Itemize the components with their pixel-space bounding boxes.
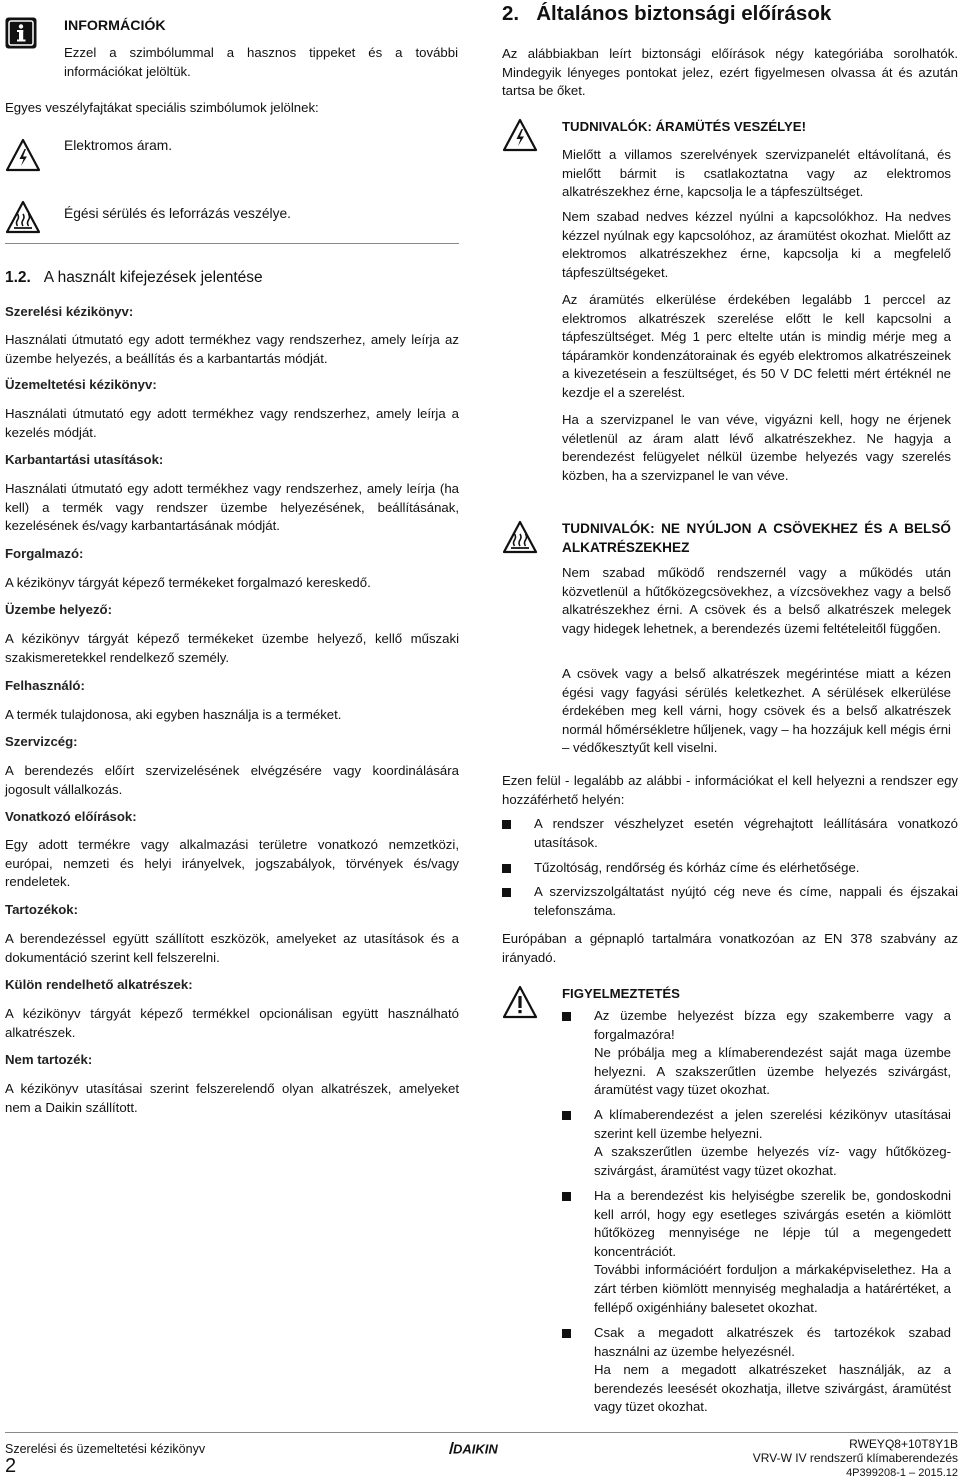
term-definition: A kézikönyv utasításai szerint felszerelendő olyan alkatrészek, amelyeket nem a Daikin szállított. [5, 1081, 459, 1115]
term-label: Szerelési kézikönyv: [5, 304, 134, 319]
list-item-text: Az üzembe helyezést bízza egy szakemberre vagy a forgalmazóra! [594, 1008, 951, 1042]
term-definition: A kézikönyv tárgyát képező termékkel opcionálisan együtt használható alkatrészek. [5, 1006, 459, 1040]
term-label: Forgalmazó: [5, 546, 84, 561]
list-item-body [594, 1106, 951, 1180]
page-number: 2 [5, 1455, 17, 1477]
list-item-subtext: Ne próbálja meg a klímaberendezést saját maga üzembe helyezni. A szakszerűtlen üzembe helyezés szivárgást, áramütést vagy tüzet okozhat. [594, 1045, 951, 1098]
footer-divider [5, 1432, 958, 1433]
list-item-body [594, 1007, 951, 1100]
bullet-marker [562, 1192, 571, 1201]
shock-paragraph: Ha a szervizpanel le van véve, vigyázni kell, hogy ne érjenek véletlenül az áram alatt lévő alkatrészekhez. Ne hagyja a berendezést felügyelet nélkül üzembe helyezés vagy szerelés közben, ha a szervizpanel le van véve. [562, 412, 951, 483]
pipes-title: TUDNIVALÓK: NE NYÚLJON A CSÖVEKHEZ ÉS A BELSŐ ALKATRÉSZEKHEZ [562, 521, 951, 555]
burn-label: Égési sérülés és leforrázás veszélye. [64, 206, 291, 221]
term-definition: A kézikönyv tárgyát képező termékeket forgalmazó kereskedő. [5, 575, 371, 590]
term-definition: A berendezéssel együtt szállított eszközök, amelyeket az utasítások és a dokumentáció szerint kell felszerelni. [5, 931, 459, 965]
info-title: INFORMÁCIÓK [64, 18, 166, 34]
europe-note: Európában a gépnapló tartalmára vonatkozóan az EN 378 szabvány az irányadó. [502, 931, 958, 965]
symbols-intro: Egyes veszélyfajtákat speciális szimbólumok jelölnek: [5, 100, 319, 115]
model-code: RWEYQ8+10T8Y1B [849, 1437, 958, 1451]
list-item-body [594, 1324, 951, 1417]
term-label: Üzembe helyező: [5, 602, 112, 617]
bullet-marker [502, 864, 511, 873]
list-item [502, 859, 958, 879]
bullet-marker [562, 1111, 571, 1120]
warning-title: FIGYELMEZTETÉS [562, 986, 680, 1001]
term-definition: A termék tulajdonosa, aki egyben használja is a terméket. [5, 707, 342, 722]
list-item-body [594, 1187, 951, 1317]
list-item-text: A klímaberendezést a jelen szerelési kézikönyv utasításai szerint kell üzembe helyezni. [594, 1107, 951, 1141]
list-item [562, 1187, 951, 1319]
shock-paragraph: Az áramütés elkerülése érdekében legalább 1 perccel az elektromos alkatrészek szerelése előtt le kell kapcsolni a tápfeszültséget. Még 1 perc eltelte után is mindig mérje meg a tápáramkör kondenzátorainak és egyéb elektromos alkatrészeinek a kivezetésein a feszültséget, és 50 V DC feletti mért értéknél ne kezdje el a szerelést. [562, 292, 951, 400]
term-label: Tartozékok: [5, 902, 79, 917]
pipes-paragraph: Nem szabad működő rendszernél vagy a működés után közvetlenül a hűtőközegcsövekhez, a vízcsövekhez vagy a belső alkatrészekhez érni. A csövek és a belső alkatrészek melegek vagy hidegek lehetnek, a berendezés üzemi feltételeitől függően. [562, 565, 951, 636]
electric-label: Elektromos áram. [64, 138, 173, 153]
daikin-logo-text: DAIKIN [453, 1441, 498, 1455]
section-2-intro: Az alábbiakban leírt biztonsági előírások négy kategóriába sorolhatók. Mindegyik lényeges pontokat jelez, ezért figyelmesen olvassa át és azután tartsa be őket. [502, 46, 958, 99]
shock-title: TUDNIVALÓK: ÁRAMÜTÉS VESZÉLYE! [562, 119, 806, 134]
list-item [502, 815, 958, 853]
section-title: Általános biztonsági előírások [536, 2, 832, 25]
term-label: Üzemeltetési kézikönyv: [5, 377, 157, 392]
list-item [502, 883, 958, 921]
list-item-subtext: Ha nem a megadott alkatrészeket használják, az a berendezés leesését okozhatja, illetve szivárgást, áramütést vagy tüzet okozhat. [594, 1362, 951, 1415]
list-item-text: A szervizszolgáltatást nyújtó cég neve és címe, nappali és éjszakai telefonszáma. [534, 884, 958, 918]
pipes-paragraph: A csövek vagy a belső alkatrészek megérintése miatt a kézen égési vagy fagyási sérülés keletkezhet. A sérülések elkerülése érdekében meg kell várni, hogy csövek és a belső alkatrészek normál hőmérsékletre hűljenek, vagy – ha hozzájuk kell mégis érni – védőkesztyűt kell viselni. [562, 666, 951, 756]
hot-surface-icon [5, 200, 41, 240]
term-definition: A kézikönyv tárgyát képező termékeket üzembe helyező, kellő műszaki szakismeretekkel rendelkező személy. [5, 631, 459, 665]
section-number: 1.2. [5, 269, 31, 286]
footer-meta [753, 1437, 958, 1480]
info-icon [5, 17, 37, 55]
daikin-logo [449, 1441, 517, 1461]
bullet-marker [502, 888, 511, 897]
section-number: 2. [502, 2, 520, 25]
info-text: Ezzel a szimbólummal a hasznos tippeket és a további információkat jelöltük. [64, 45, 458, 79]
term-label: Karbantartási utasítások: [5, 452, 164, 467]
list-item [562, 1324, 951, 1419]
term-definition: Használati útmutató egy adott termékhez vagy rendszerhez, amely leírja a kezelés módját. [5, 406, 459, 440]
list-item-text: Csak a megadott alkatrészek és tartozékok szabad használni az üzembe helyezésnél. [594, 1325, 951, 1359]
term-definition: Használati útmutató egy adott termékhez vagy rendszerhez, amely leírja az üzembe helyezés, a beállítás és a karbantartás módját. [5, 332, 459, 366]
divider [5, 243, 459, 244]
shock-paragraph: Nem szabad nedves kézzel nyúlni a kapcsolókhoz. Ha nedves kézzel nyúlnak egy kapcsolóhoz, az áramütést okozhat. Mielőtt az elektromos alkatrészekhez érne, kapcsolja ki a megfelelő tápfeszültségeket. [562, 209, 951, 280]
list-item [562, 1007, 951, 1102]
list-item-text: Tűzoltóság, rendőrség és kórház címe és elérhetősége. [534, 860, 860, 875]
electric-hazard-icon [5, 138, 41, 178]
list-item-text: A rendszer vészhelyzet esetén végrehajtott leállítására vonatkozó utasítások. [534, 816, 958, 850]
term-label: Szervizcég: [5, 734, 78, 749]
bullet-marker [502, 820, 511, 829]
shock-paragraph: Mielőtt a villamos szerelvények szervizpanelét eltávolítaná, és mielőtt bármit is csatlakoztatna vagy az elektromos alkatrészekhez érne, kapcsolja le a tápfeszültséget. [562, 147, 951, 200]
product-name: VRV-W IV rendszerű klímaberendezés [752, 1451, 958, 1466]
section-2-heading [502, 2, 831, 26]
hot-surface-icon [502, 520, 538, 560]
term-label: Felhasználó: [5, 678, 85, 693]
placement-intro: Ezen felül - legalább az alábbi - információkat el kell helyezni a rendszer egy hozzáférhető helyén: [502, 773, 958, 807]
bullet-marker [562, 1012, 571, 1021]
term-label: Vonatkozó előírások: [5, 809, 137, 824]
footer-manual-title: Szerelési és üzemeltetési kézikönyv [5, 1442, 206, 1456]
term-definition: Egy adott termékre vagy alkalmazási területre vonatkozó nemzetközi, európai, nemzeti és helyi irányelvek, jogszabályok, törvények és/vagy rendeletek. [5, 837, 459, 890]
term-definition: Használati útmutató egy adott termékhez vagy rendszerhez, amely leírja (ha kell) a termék vagy rendszer üzembe helyezésének, beállításának, kezelésének és/vagy karbantartásának módját. [5, 481, 459, 534]
electric-hazard-icon [502, 118, 538, 158]
bullet-marker [562, 1329, 571, 1338]
term-label: Külön rendelhető alkatrészek: [5, 977, 193, 992]
list-item-subtext: További információért forduljon a márkaképviselethez. Ha a zárt térben kiömlött mennyiség meghaladja a határértéket, a fellépő oxigénhiány balesetet okozhat. [594, 1262, 951, 1315]
list-item-text: Ha a berendezést kis helyiségbe szerelik be, gondoskodni kell arról, hogy egy esetleges szivárgás esetén a kiömlött hűtőközeg mennyisége ne lépje túl a megengedett koncentrációt. [594, 1188, 951, 1259]
term-definition: A berendezés előírt szervizelésének elvégzésére vagy koordinálására jogosult vállalkozás. [5, 763, 459, 797]
list-item-subtext: A szakszerűtlen üzembe helyezés víz- vagy hűtőközeg-szivárgást, áramütést vagy tüzet okozhat. [594, 1144, 951, 1178]
section-title: A használt kifejezések jelentése [43, 269, 263, 286]
term-label: Nem tartozék: [5, 1052, 93, 1067]
list-item [562, 1106, 951, 1182]
warning-icon [502, 985, 538, 1025]
document-number: 4P399208-1 – 2015.12 [846, 1466, 958, 1479]
section-1-2-heading [5, 268, 263, 288]
